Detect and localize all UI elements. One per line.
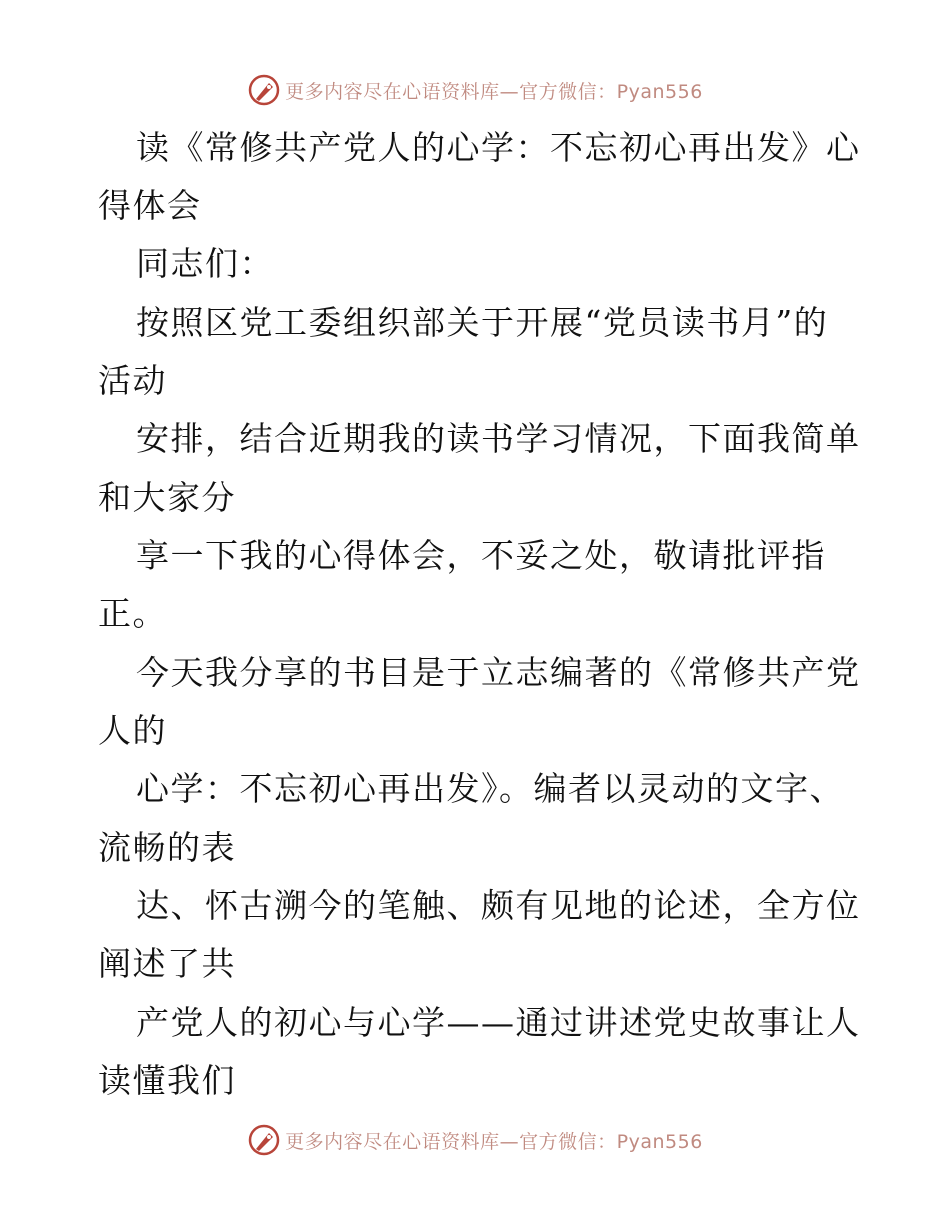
paragraph-line: 人的 bbox=[98, 711, 167, 750]
title-line-2: 得体会 bbox=[98, 186, 202, 225]
pen-nib-logo-icon bbox=[247, 73, 281, 107]
paragraph-line: 达、怀古溯今的笔触、颇有见地的论述，全方位 bbox=[136, 886, 861, 925]
paragraph-line: 正。 bbox=[98, 594, 167, 633]
footer-banner-text: 更多内容尽在心语资料库—官方微信：Pyan556 bbox=[285, 1130, 703, 1153]
paragraph-line: 读懂我们 bbox=[98, 1061, 236, 1100]
salutation: 同志们： bbox=[136, 244, 274, 283]
paragraph-line: 今天我分享的书目是于立志编著的《常修共产党 bbox=[136, 653, 861, 692]
paragraph-line: 流畅的表 bbox=[98, 828, 236, 867]
paragraph-line: 阐述了共 bbox=[98, 944, 236, 983]
paragraph-line: 享一下我的心得体会，不妥之处，敬请批评指 bbox=[136, 536, 826, 575]
paragraph-line: 活动 bbox=[98, 361, 167, 400]
pen-nib-logo-icon bbox=[247, 1123, 281, 1157]
header-banner-text: 更多内容尽在心语资料库—官方微信：Pyan556 bbox=[285, 80, 703, 103]
title-line-1: 读《常修共产党人的心学：不忘初心再出发》心 bbox=[136, 128, 861, 167]
paragraph-line: 和大家分 bbox=[98, 478, 236, 517]
header-banner bbox=[0, 70, 950, 110]
paragraph-line: 安排，结合近期我的读书学习情况，下面我简单 bbox=[136, 419, 861, 458]
paragraph-line: 按照区党工委组织部关于开展“党员读书月”的 bbox=[136, 303, 829, 342]
paragraph-line: 心学：不忘初心再出发》。编者以灵动的文字、 bbox=[136, 769, 844, 808]
footer-banner bbox=[0, 1120, 950, 1160]
paragraph-line: 产党人的初心与心学——通过讲述党史故事让人 bbox=[136, 1003, 861, 1042]
